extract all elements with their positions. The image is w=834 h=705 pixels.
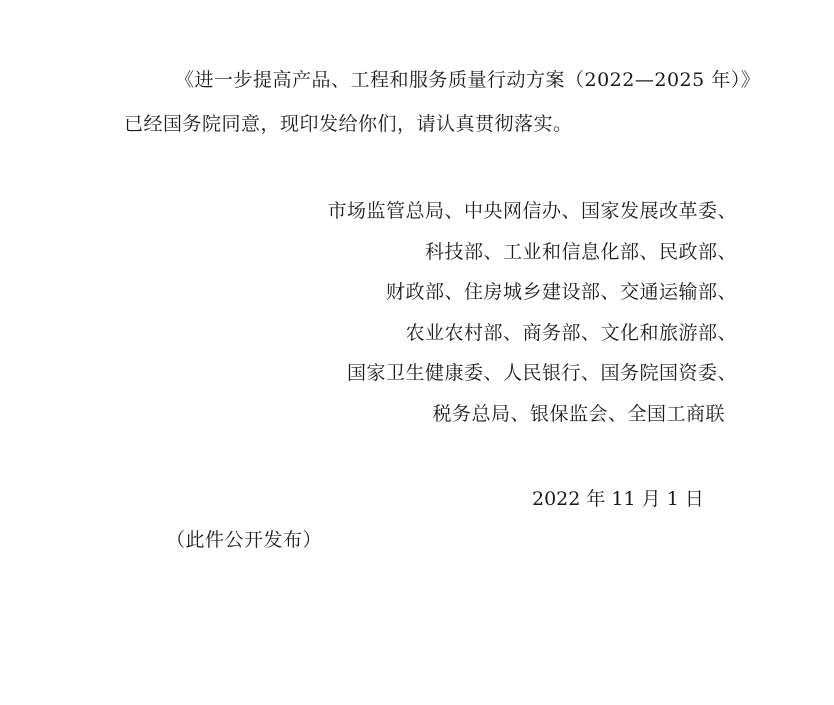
agency-line: 国家卫生健康委、人民银行、国务院国资委、 [346, 362, 737, 384]
agency-line: 财政部、住房城乡建设部、交通运输部、 [385, 281, 737, 303]
agency-line: 科技部、工业和信息化部、民政部、 [424, 240, 737, 263]
issuing-agencies-block [327, 191, 737, 434]
agency-line: 税务总局、银保监会、全国工商联 [432, 402, 725, 425]
body-text-line-1: 《进一步提高产品、工程和服务质量行动方案（2022—2025 年）》 [175, 69, 761, 91]
agency-line: 市场监管总局、中央网信办、国家发展改革委、 [327, 200, 737, 222]
issue-date: 2022 年 11 月 1 日 [532, 488, 704, 510]
agency-line: 农业农村部、商务部、文化和旅游部、 [405, 321, 737, 344]
release-note: （此件公开发布） [166, 529, 323, 551]
body-text-line-2: 已经国务院同意，现印发给你们，请认真贯彻落实。 [124, 113, 573, 135]
